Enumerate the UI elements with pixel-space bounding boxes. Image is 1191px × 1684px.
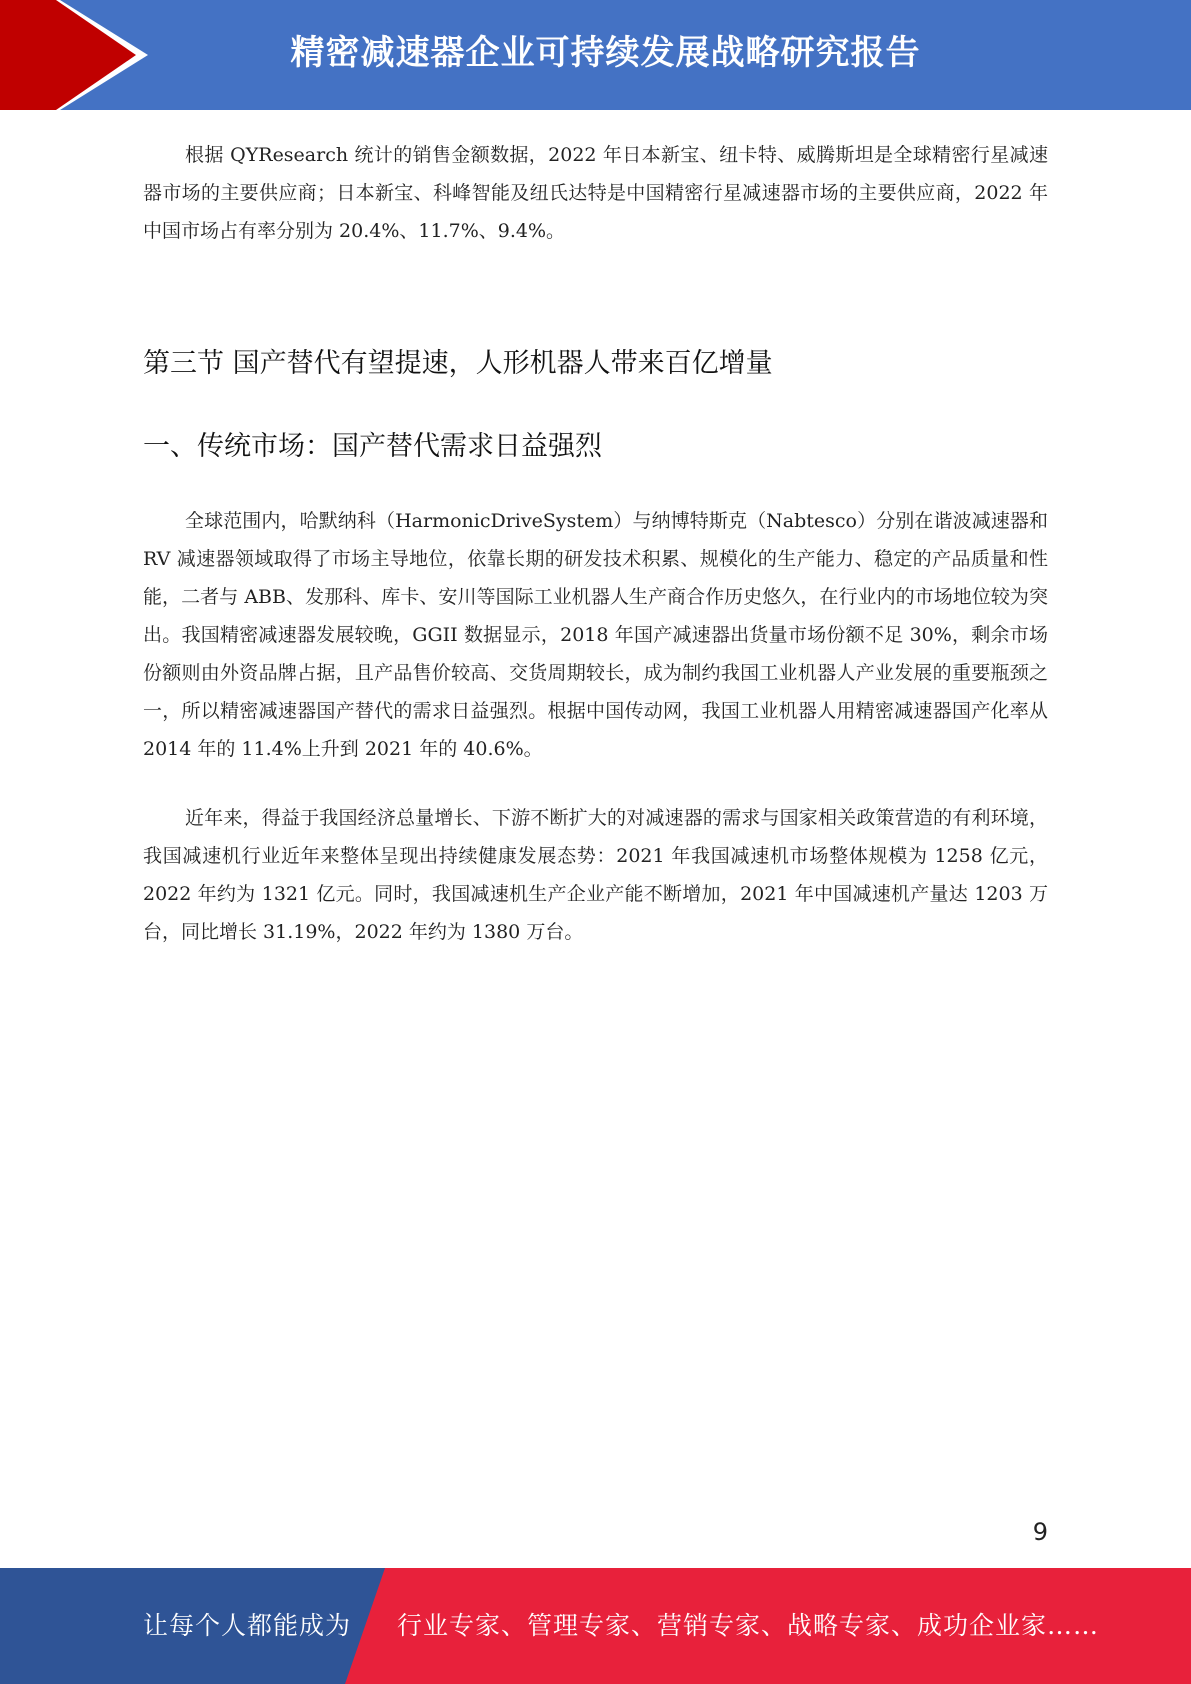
- header-band: [0, 0, 1191, 110]
- paragraph-global-market: 全球范围内，哈默纳科（HarmonicDriveSystem）与纳博特斯克（Nabtesco）分别在谐波减速器和 RV 减速器领域取得了市场主导地位，依靠长期的研发技术积累、规模化的生产能力、稳定的产品质量和性能，二者与 ABB、发那科、库卡、安川等国际工业机器人生产商合作历史悠久，在行业内的市场地位较为突出。我国精密减速器发展较晚，GGII 数据显示，2018 年国产减速器出货量市场份额不足 30%，剩余市场份额则由外资品牌占据，且产品售价较高、交货周期较长，成为制约我国工业机器人产业发展的重要瓶颈之一，所以精密减速器国产替代的需求日益强烈。根据中国传动网，我国工业机器人用精密减速器国产化率从 2014 年的 11.4%上升到 2021 年的 40.6%。: [143, 510, 1048, 760]
- footer-slogan-right: 行业专家、管理专家、营销专家、战略专家、成功企业家……: [397, 1611, 1100, 1640]
- section-heading: 第三节 国产替代有望提速，人形机器人带来百亿增量: [143, 348, 773, 379]
- report-title: 精密减速器企业可持续发展战略研究报告: [290, 33, 921, 73]
- paragraph-domestic-growth: 近年来，得益于我国经济总量增长、下游不断扩大的对减速器的需求与国家相关政策营造的有利环境，我国减速机行业近年来整体呈现出持续健康发展态势：2021 年我国减速机市场整体规模为 1258 亿元，2022 年约为 1321 亿元。同时，我国减速机生产企业产能不断增加，2021 年中国减速机产量达 1203 万台，同比增长 31.19%，2022 年约为 1380 万台。: [143, 807, 1049, 943]
- footer-slogan-left: 让每个人都能成为: [143, 1611, 352, 1640]
- footer-band: [0, 1568, 1191, 1684]
- subsection-heading: 一、传统市场：国产替代需求日益强烈: [143, 431, 602, 462]
- page-number: 9: [1032, 1518, 1048, 1546]
- paragraph-planetary-suppliers: 根据 QYResearch 统计的销售金额数据，2022 年日本新宝、纽卡特、威腾斯坦是全球精密行星减速器市场的主要供应商；日本新宝、科峰智能及纽氏达特是中国精密行星减速器市场的主要供应商，2022 年中国市场占有率分别为 20.4%、11.7%、9.4%。: [143, 144, 1048, 242]
